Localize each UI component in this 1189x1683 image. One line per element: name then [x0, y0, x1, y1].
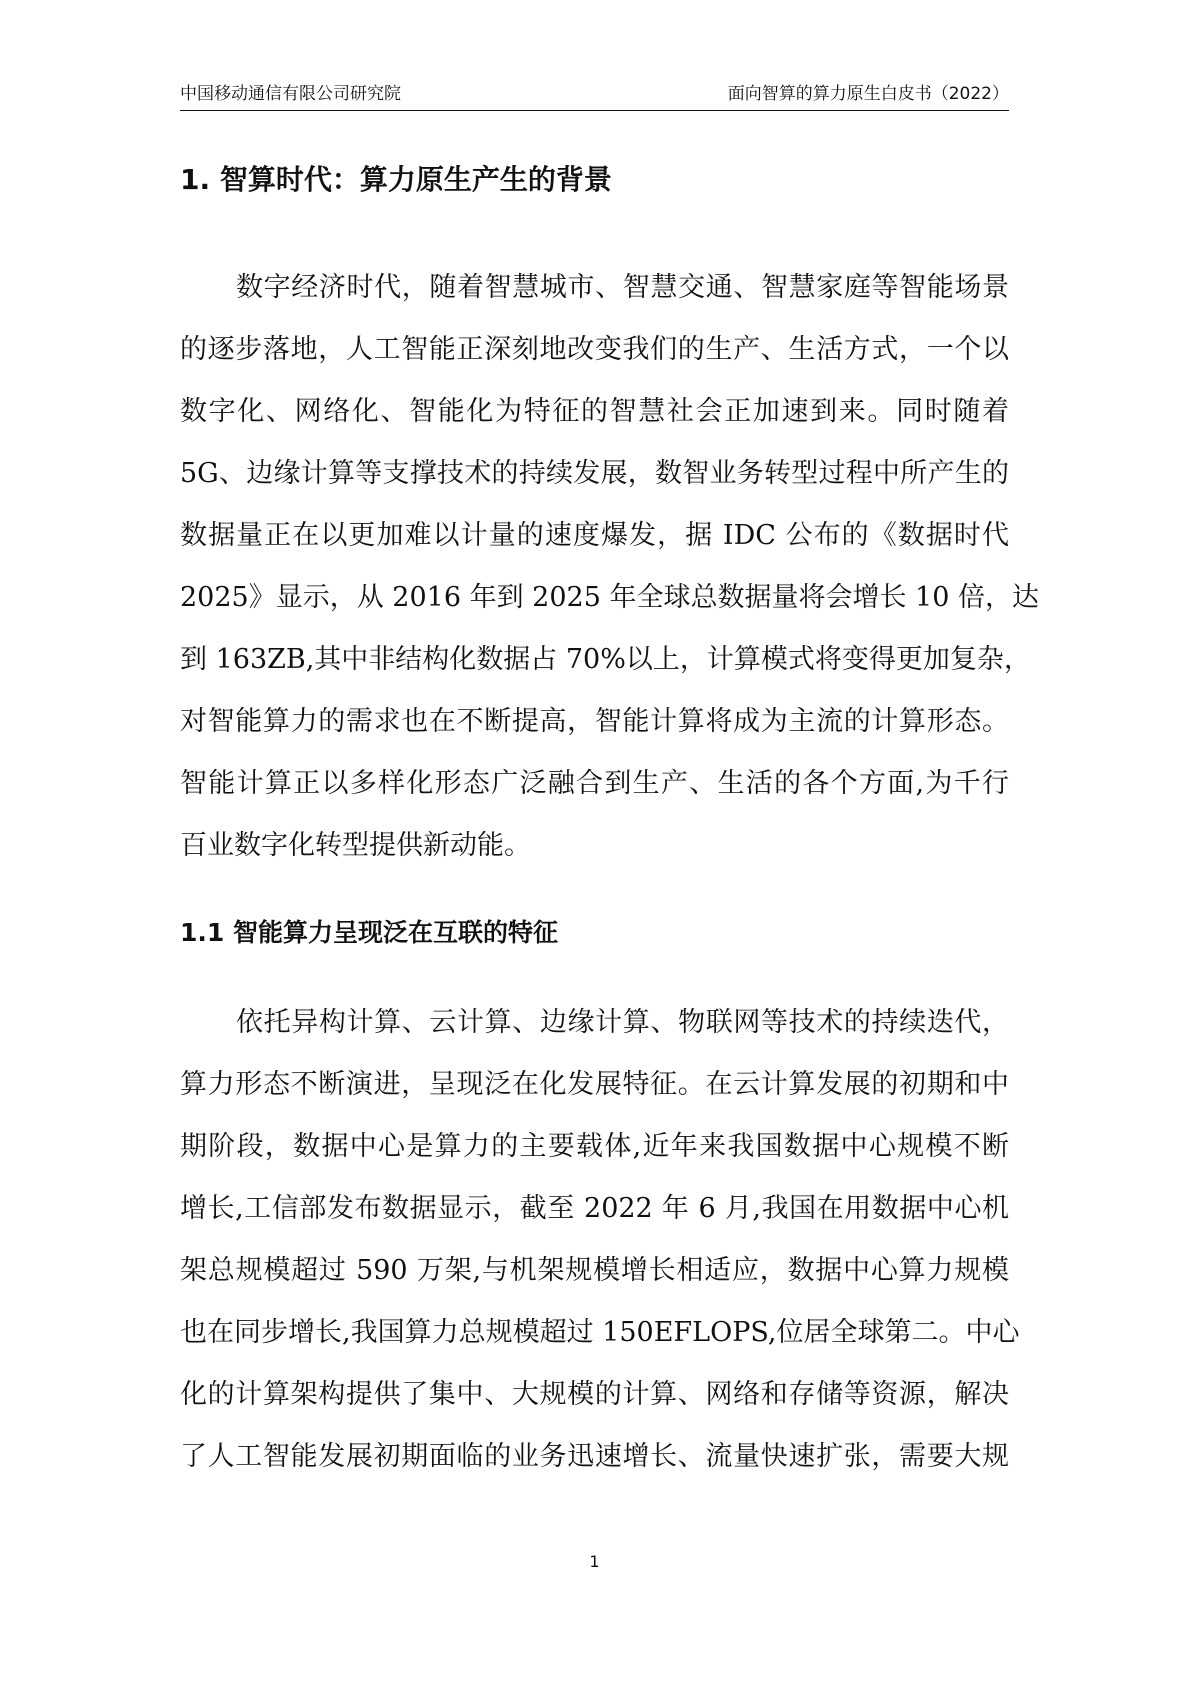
header-document-title: 面向智算的算力原生白皮书（2022）: [727, 84, 1009, 104]
paragraph-line: 数据量正在以更加难以计量的速度爆发，据 IDC 公布的《数据时代: [180, 520, 1009, 551]
paragraph-line: 算力形态不断演进，呈现泛在化发展特征。在云计算发展的初期和中: [180, 1069, 1009, 1100]
paragraph-line: 的逐步落地，人工智能正深刻地改变我们的生产、生活方式，一个以: [180, 334, 1009, 365]
header-organization: 中国移动通信有限公司研究院: [180, 84, 401, 104]
paragraph-line: 到 163ZB,其中非结构化数据占 70%以上，计算模式将变得更加复杂，: [180, 644, 1031, 675]
paragraph-line: 也在同步增长,我国算力总规模超过 150EFLOPS,位居全球第二。中心: [180, 1317, 1020, 1348]
section-1-heading: 1. 智算时代：算力原生产生的背景: [180, 163, 612, 196]
section-1-1-paragraph: [180, 992, 1020, 1488]
paragraph-line: 期阶段，数据中心是算力的主要载体,近年来我国数据中心规模不断: [180, 1131, 1009, 1162]
paragraph-line: 架总规模超过 590 万架,与机架规模增长相适应，数据中心算力规模: [180, 1255, 1009, 1286]
paragraph-line: 智能计算正以多样化形态广泛融合到生产、生活的各个方面,为千行: [180, 768, 1009, 799]
section-1-paragraph: [180, 257, 1039, 877]
section-1-1-heading: 1.1 智能算力呈现泛在互联的特征: [180, 918, 558, 947]
page-number: 1: [589, 1552, 600, 1571]
paragraph-line: 5G、边缘计算等支撑技术的持续发展，数智业务转型过程中所产生的: [180, 458, 1009, 489]
paragraph-line: 了人工智能发展初期面临的业务迅速增长、流量快速扩张，需要大规: [180, 1441, 1009, 1472]
paragraph-line: 数字化、网络化、智能化为特征的智慧社会正加速到来。同时随着: [180, 396, 1009, 427]
paragraph-line: 数字经济时代，随着智慧城市、智慧交通、智慧家庭等智能场景: [236, 272, 1009, 303]
paragraph-line: 百业数字化转型提供新动能。: [180, 830, 531, 861]
paragraph-line: 增长,工信部发布数据显示，截至 2022 年 6 月,我国在用数据中心机: [180, 1193, 1009, 1224]
paragraph-line: 2025》显示，从 2016 年到 2025 年全球总数据量将会增长 10 倍，达: [180, 582, 1039, 613]
page-header: [180, 84, 1009, 111]
paragraph-line: 化的计算架构提供了集中、大规模的计算、网络和存储等资源，解决: [180, 1379, 1009, 1410]
paragraph-line: 依托异构计算、云计算、边缘计算、物联网等技术的持续迭代，: [236, 1007, 1009, 1038]
paragraph-line: 对智能算力的需求也在不断提高，智能计算将成为主流的计算形态。: [180, 706, 1009, 737]
